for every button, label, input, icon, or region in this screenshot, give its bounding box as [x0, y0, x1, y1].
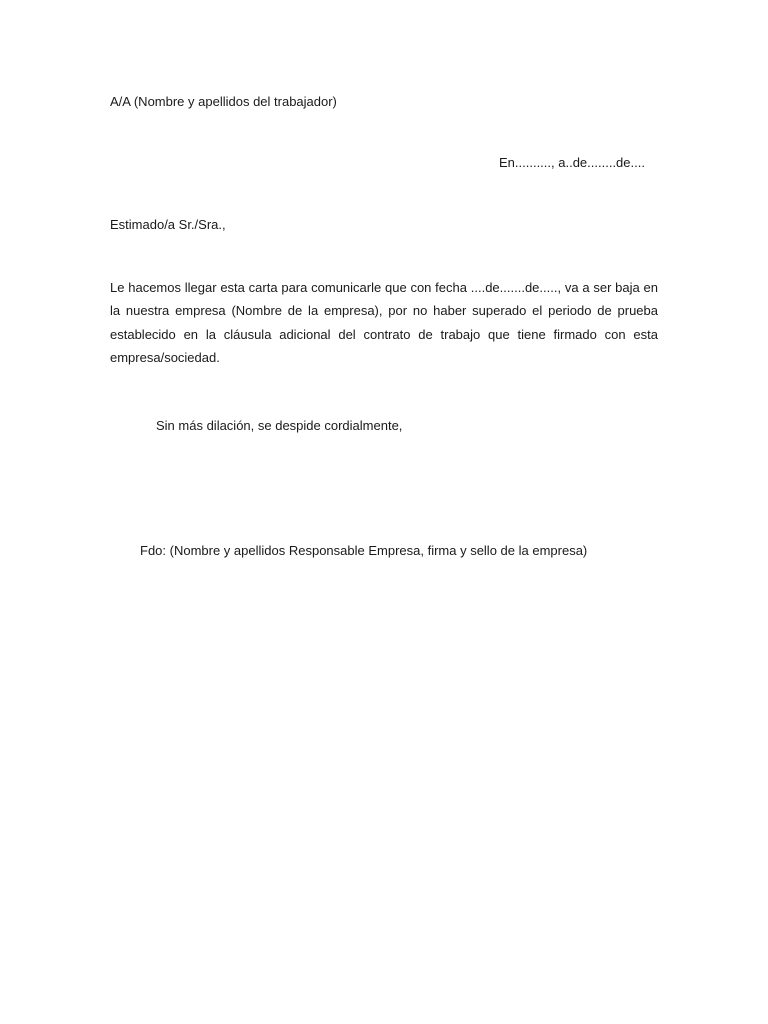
signature-line: Fdo: (Nombre y apellidos Responsable Empresa, firma y sello de la empresa): [140, 543, 588, 558]
addressee-line: A/A (Nombre y apellidos del trabajador): [110, 94, 337, 109]
salutation-line: Estimado/a Sr./Sra.,: [110, 217, 226, 232]
body-paragraph: Le hacemos llegar esta carta para comunicarle que con fecha ....de.......de....., va a ser baja en la nuestra empresa (Nombre de la empresa), por no haber superado el periodo de prueba establecido en la cláusula adicional del contrato de trabajo que tiene firmado con esta empresa/sociedad.: [110, 280, 658, 365]
closing-line: Sin más dilación, se despide cordialmente,: [156, 418, 403, 433]
place-date-line: En.........., a..de........de....: [499, 155, 645, 170]
